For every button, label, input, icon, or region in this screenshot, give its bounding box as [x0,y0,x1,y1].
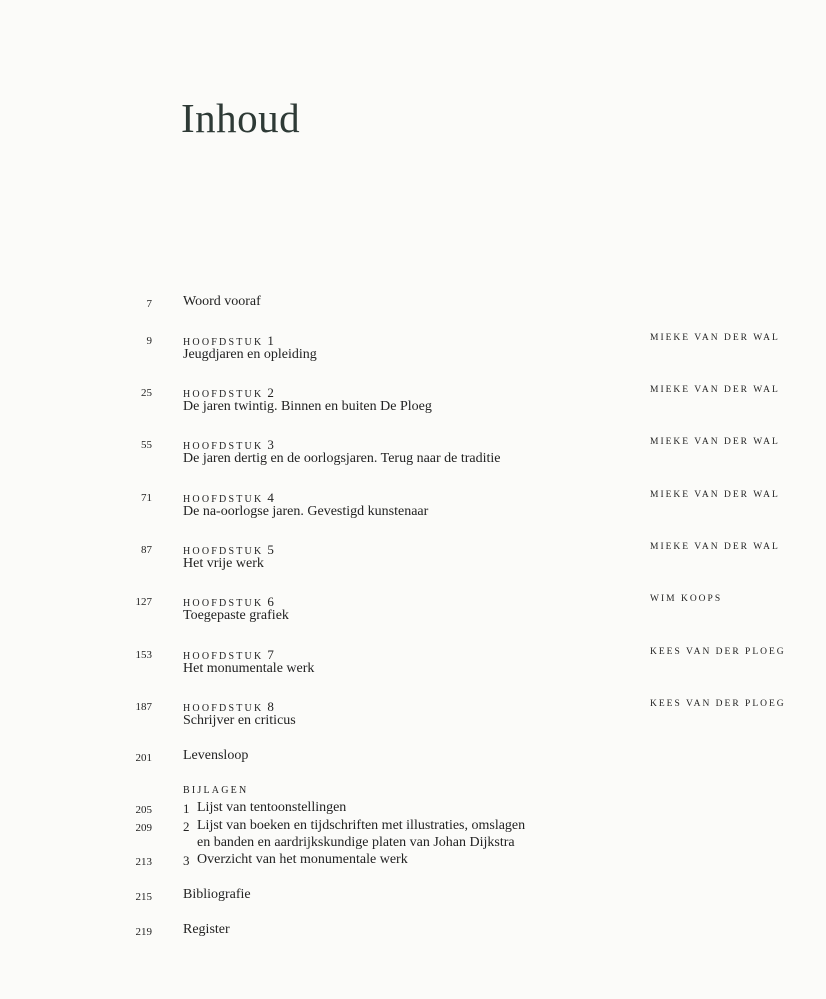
page-number: 9 [146,335,152,347]
page-number: 215 [135,891,152,903]
chapter-title: Schrijver en criticus [183,713,296,728]
chapter-author: MIEKE VAN DER WAL [650,385,780,395]
chapter-label: HOOFDSTUK 4 [183,490,274,505]
page-number: 87 [141,544,152,556]
chapter-author: MIEKE VAN DER WAL [650,490,780,500]
bijlage-title: Overzicht van het monumentale werk [197,852,408,867]
page-number: 213 [135,856,152,868]
chapter-author: MIEKE VAN DER WAL [650,333,780,343]
chapter-label: HOOFDSTUK 1 [183,333,274,348]
chapter-title: Het monumentale werk [183,661,315,676]
chapter-label: HOOFDSTUK 5 [183,542,274,557]
bijlage-title-line-1: Lijst van boeken en tijdschriften met illustraties, omslagen [197,818,526,833]
bijlage-title-line-2: en banden en aardrijkskundige platen van Johan Dijkstra [197,835,515,850]
chapter-title: De jaren dertig en de oorlogsjaren. Terug naar de traditie [183,451,501,466]
chapter-title: Jeugdjaren en opleiding [183,347,317,362]
page-number: 153 [135,649,152,661]
bijlage-number: 3 [183,853,190,868]
chapter-author: WIM KOOPS [650,594,723,604]
chapter-author: MIEKE VAN DER WAL [650,437,780,447]
bijlage-title: Lijst van tentoonstellingen [197,800,347,815]
page-number: 127 [135,596,152,608]
page-title: Inhoud [181,95,301,141]
entry-title: Levensloop [183,748,249,763]
bijlagen-heading: BIJLAGEN [183,785,249,796]
page-number: 201 [135,752,152,764]
page-number: 7 [146,298,152,310]
chapter-label: HOOFDSTUK 7 [183,647,274,662]
page-number: 71 [141,492,152,504]
chapter-title: Het vrije werk [183,556,264,571]
chapter-title: De jaren twintig. Binnen en buiten De Ploeg [183,399,432,414]
entry-title: Woord vooraf [183,294,261,309]
bijlage-number: 2 [183,819,190,834]
chapter-label: HOOFDSTUK 2 [183,385,274,400]
chapter-title: De na-oorlogse jaren. Gevestigd kunstenaar [183,504,429,519]
chapter-title: Toegepaste grafiek [183,608,289,623]
page-number: 205 [135,804,152,816]
chapter-label: HOOFDSTUK 8 [183,699,274,714]
entry-title: Bibliografie [183,887,251,902]
chapter-label: HOOFDSTUK 6 [183,594,274,609]
page-number: 187 [135,701,152,713]
page-number: 25 [141,387,152,399]
chapter-author: KEES VAN DER PLOEG [650,699,786,709]
page-number: 55 [141,439,152,451]
bijlage-number: 1 [183,801,190,816]
page-number: 209 [135,822,152,834]
chapter-author: MIEKE VAN DER WAL [650,542,780,552]
chapter-author: KEES VAN DER PLOEG [650,647,786,657]
page-number: 219 [135,926,152,938]
entry-title: Register [183,922,230,937]
chapter-label: HOOFDSTUK 3 [183,437,274,452]
